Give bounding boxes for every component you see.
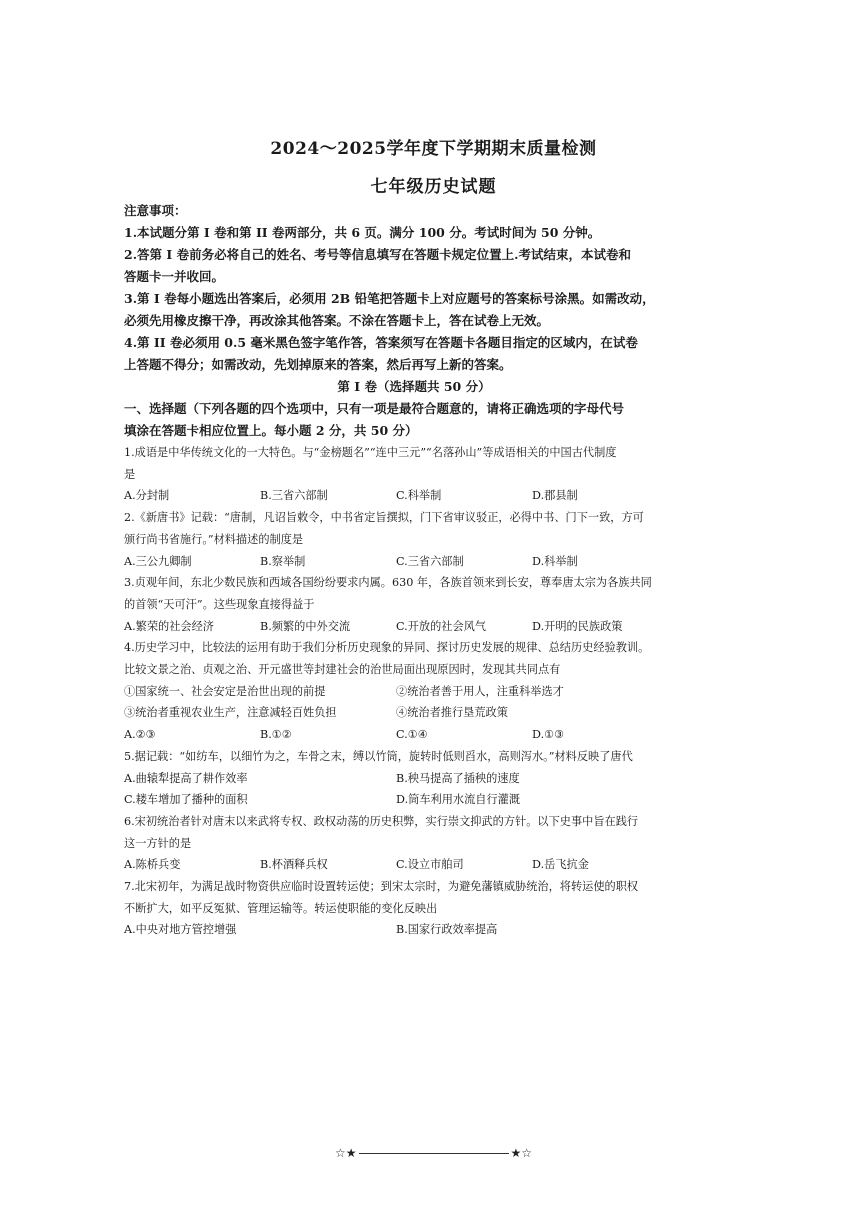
question-7-stem: 不断扩大，如平反冤狱、管理运输等。转运使职能的变化反映出 [124,901,438,915]
question-2-stem: 颁行尚书省施行。”材料描述的制度是 [124,532,304,546]
question-5-options [124,768,704,790]
option-c: C.设立市舶司 [396,858,464,872]
option-a: A.繁荣的社会经济 [124,619,214,633]
question-6-options [124,854,704,876]
option-a: A.陈桥兵变 [124,858,181,872]
question-5-options [124,789,704,811]
option-a: A.分封制 [124,489,170,503]
note-line: 2.答第 I 卷前务必将自己的姓名、考号等信息填写在答题卡规定位置上.考试结束，本试卷和 [124,247,631,262]
section-title: 第 I 卷（选择题共 50 分） [337,379,491,394]
option-b: B.频繁的中外交流 [260,619,351,633]
note-line: 必须先用橡皮擦干净，再改涂其他答案。不涂在答题卡上，答在试卷上无效。 [124,313,550,328]
section-instruction: 填涂在答题卡相应位置上。每小题 2 分，共 50 分） [124,423,418,438]
option-b: B.①② [260,728,292,742]
option-a: A.三公九卿制 [124,554,192,568]
question-5-stem: 5.据记载：“如纺车，以细竹为之，车骨之末，缚以竹筒，旋转时低则舀水，高则泻水。”材料反映了唐代 [124,749,633,763]
note-line: 答题卡一并收回。 [124,269,225,284]
note-line: 3.第 I 卷每小题选出答案后，必须用 2B 铅笔把答题卡上对应题号的答案标号涂黑。如需改动， [124,291,655,306]
statement-4: ④统治者推行垦荒政策 [396,706,508,720]
statement-2: ②统治者善于用人，注重科举选才 [396,684,564,698]
section-instruction: 一、选择题（下列各题的四个选项中，只有一项是最符合题意的，请将正确选项的字母代号 [124,401,625,416]
footer-rule [359,1153,509,1154]
option-a: A.曲辕犁提高了耕作效率 [124,771,248,785]
option-d: D.郡县制 [532,489,578,503]
notes-heading: 注意事项： [124,203,187,218]
question-3-options [124,616,704,638]
option-b: B.秧马提高了插秧的速度 [396,771,520,785]
note-line: 1.本试题分第 I 卷和第 II 卷两部分，共 6 页。满分 100 分。考试时间为 50 分钟。 [124,225,601,240]
question-6-stem: 这一方针的是 [124,836,192,850]
question-1-stem: 1.成语是中华传统文化的一大特色。与“金榜题名”“连中三元”“名落孙山”等成语相关的中国古代制度 [124,446,617,459]
exam-subtitle: 七年级历史试题 [370,177,497,197]
question-4-statements [124,702,704,724]
option-b: B.察举制 [260,554,306,568]
question-7-options [124,919,704,941]
option-b: B.杯酒释兵权 [260,858,328,872]
question-7-stem: 7.北宋初年，为满足战时物资供应临时设置转运使；到宋太宗时，为避免藩镇威胁统治，将转运使的职权 [124,880,639,894]
option-d: D.科举制 [532,554,578,568]
question-4-stem: 比较文景之治、贞观之治、开元盛世等封建社会的治世局面出现原因时，发现其共同点有 [124,663,561,677]
option-d: D.①③ [532,728,565,742]
exam-content [124,200,704,941]
question-4-options [124,724,704,746]
option-d: D.筒车利用水流自行灌溉 [396,793,521,807]
option-b: B.国家行政效率提高 [396,923,498,937]
question-1-stem: 是 [124,467,136,481]
option-c: C.耧车增加了播种的面积 [124,793,248,807]
exam-title: 2024～2025学年度下学期期末质量检测 [270,139,597,159]
note-line: 上答题不得分；如需改动，先划掉原来的答案，然后再写上新的答案。 [124,357,512,372]
page-footer [0,1146,867,1160]
option-d: D.开明的民族政策 [532,619,623,633]
option-c: C.①④ [396,728,428,742]
question-2-options [124,551,704,573]
question-3-stem: 的首领“天可汗”。这些现象直接得益于 [124,597,315,611]
option-c: C.三省六部制 [396,554,464,568]
question-4-statements [124,681,704,703]
question-4-stem: 4.历史学习中，比较法的运用有助于我们分析历史现象的异同、探讨历史发展的规律、总结历史经验教训。 [124,641,650,655]
option-a: A.中央对地方管控增强 [124,923,237,937]
statement-3: ③统治者重视农业生产，注意减轻百姓负担 [124,706,337,720]
footer-stars-left: ☆★ [334,1146,357,1160]
question-6-stem: 6.宋初统治者针对唐末以来武将专权、政权动荡的历史积弊，实行崇文抑武的方针。以下史事中旨在践行 [124,814,639,828]
note-line: 4.第 II 卷必须用 0.5 毫米黑色签字笔作答，答案须写在答题卡各题目指定的区域内，在试卷 [124,335,638,350]
option-c: C.科举制 [396,489,442,503]
option-a: A.②③ [124,728,156,742]
option-c: C.开放的社会风气 [396,619,487,633]
question-3-stem: 3.贞观年间，东北少数民族和西域各国纷纷要求内属。630 年，各族首领来到长安，尊奉唐太宗为各族共同 [124,576,652,590]
question-1-options [124,485,704,507]
option-d: D.岳飞抗金 [532,858,589,872]
question-2-stem: 2.《新唐书》记载：“唐制，凡诏旨敕令，中书省定旨撰拟，门下省审议驳正，必得中书、门下一致，方可 [124,511,644,525]
footer-stars-right: ★☆ [510,1146,533,1160]
option-b: B.三省六部制 [260,489,328,503]
statement-1: ①国家统一、社会安定是治世出现的前提 [124,684,326,698]
